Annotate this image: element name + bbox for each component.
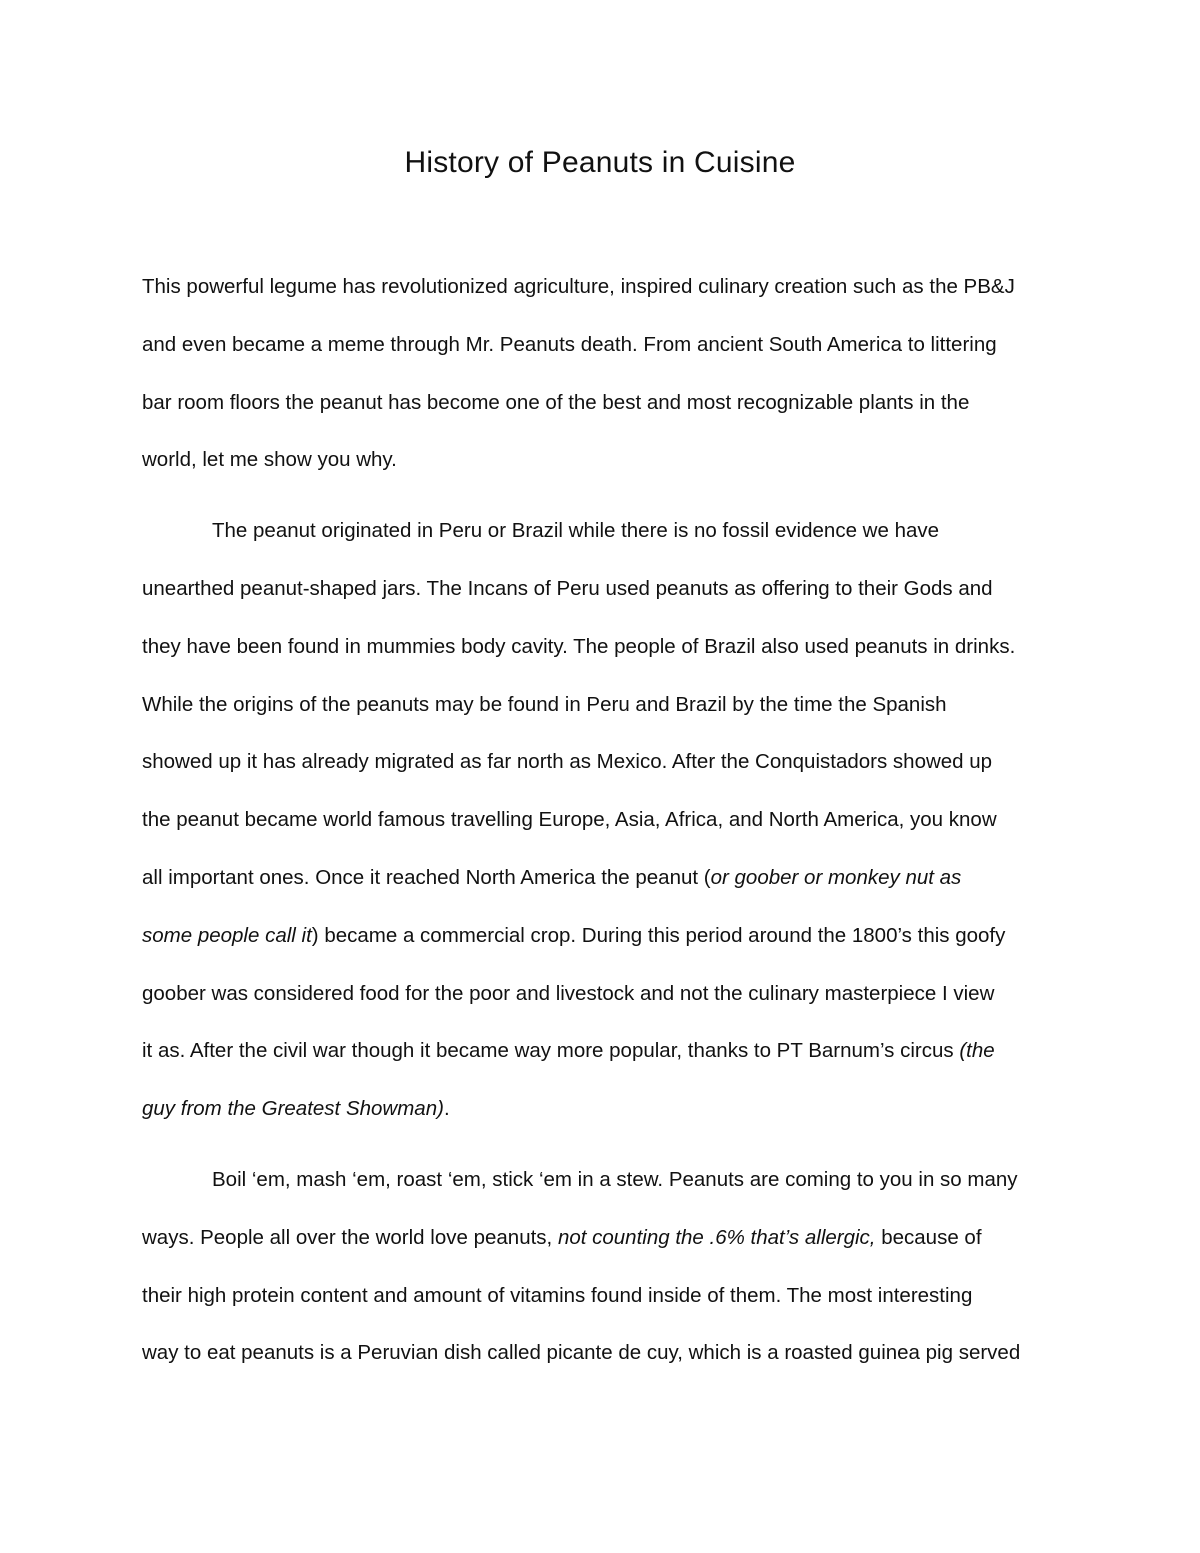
text-run: because of [875, 1225, 982, 1249]
paragraph-spacer [142, 489, 1062, 502]
text-line [142, 849, 1062, 907]
text-run: . [443, 1097, 450, 1121]
italic-run: (the [959, 1039, 995, 1063]
italic-run: guy from the Greatest Showman) [142, 1097, 444, 1121]
text-run: it as. After the civil war though it became way more popular, thanks to PT Barnum’s circus [142, 1039, 960, 1063]
text-line: showed up it has already migrated as far north as Mexico. After the Conquistadors showed up [142, 750, 993, 774]
text-line: they have been found in mummies body cavity. The people of Brazil also used peanuts in drinks. [142, 634, 1016, 658]
text-line: unearthed peanut-shaped jars. The Incans of Peru used peanuts as offering to their Gods and [142, 576, 993, 600]
text-line [142, 1022, 1062, 1080]
text-line: goober was considered food for the poor and livestock and not the culinary masterpiece I view [142, 981, 995, 1005]
text-line: The peanut originated in Peru or Brazil while there is no fossil evidence we have [212, 519, 940, 543]
italic-run: or goober or monkey nut as [710, 865, 962, 889]
paragraph-spacer [142, 1138, 1062, 1151]
text-line: While the origins of the peanuts may be found in Peru and Brazil by the time the Spanish [142, 692, 947, 716]
text-line: and even became a meme through Mr. Peanuts death. From ancient South America to littering [142, 332, 997, 356]
text-line [142, 907, 1062, 965]
text-line: This powerful legume has revolutionized agriculture, inspired culinary creation such as the PB&J [142, 275, 1015, 298]
text-line: Boil ‘em, mash ‘em, roast ‘em, stick ‘em in a stew. Peanuts are coming to you in so many [212, 1167, 1018, 1191]
paragraph-origins [142, 502, 1062, 1138]
text-line: way to eat peanuts is a Peruvian dish called picante de cuy, which is a roasted guinea pig served [142, 1341, 1021, 1365]
text-line: bar room floors the peanut has become one of the best and most recognizable plants in the [142, 390, 970, 414]
text-line [142, 1209, 1062, 1267]
document-title: History of Peanuts in Cuisine [404, 146, 796, 179]
italic-run: some people call it [142, 923, 312, 947]
text-run: ) became a commercial crop. During this period around the 1800’s this goofy [311, 923, 1006, 947]
text-line: world, let me show you why. [142, 448, 397, 472]
text-line [142, 1080, 1062, 1138]
text-run: ways. People all over the world love peanuts, [142, 1225, 558, 1249]
paragraph-intro [142, 258, 1062, 489]
document-body [142, 258, 1062, 1382]
paragraph-cooking [142, 1151, 1062, 1382]
text-run: all important ones. Once it reached North America the peanut ( [142, 865, 711, 889]
text-line: the peanut became world famous travelling Europe, Asia, Africa, and North America, you know [142, 808, 997, 832]
text-line: their high protein content and amount of vitamins found inside of them. The most interesting [142, 1283, 973, 1307]
italic-run: not counting the .6% that’s allergic, [557, 1225, 876, 1249]
